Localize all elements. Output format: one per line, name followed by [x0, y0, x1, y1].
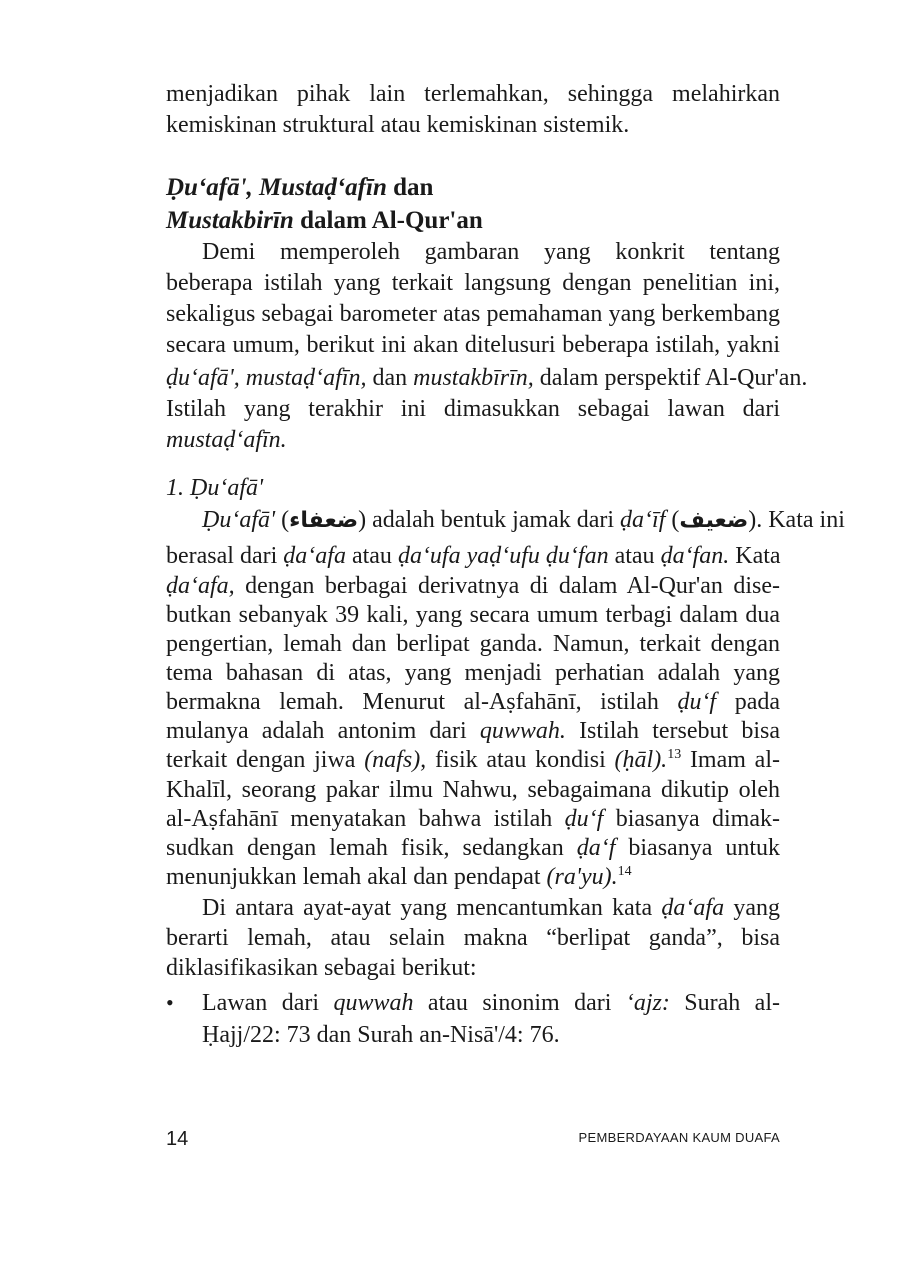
term: (ḥāl).: [614, 747, 668, 773]
bullet-item: [166, 988, 780, 1050]
text: atau sinonim dari: [413, 990, 626, 1016]
text: bermakna lemah. Menurut al-Aṣfahānī, istilah: [166, 689, 678, 715]
text: Surah al-: [669, 990, 780, 1016]
para3-line-2: berarti lemah, atau selain makna “berlipat ganda”, bisa: [166, 925, 780, 951]
para1-line-4: secara umum, berikut ini akan ditelusuri beberapa istilah, yakni: [166, 332, 780, 358]
text: al-Aṣfahānī menyatakan bahwa istilah: [166, 806, 565, 832]
term: ḍu‘f: [677, 689, 717, 715]
text: dan: [366, 365, 414, 391]
heading-text: dalam Al-Qur'an: [293, 207, 483, 234]
section-heading-line-2: [166, 206, 483, 236]
para1-line-7: [166, 425, 780, 455]
text: pada: [716, 689, 780, 715]
footnote-ref-14[interactable]: 14: [617, 864, 632, 879]
text: (: [275, 507, 290, 533]
text: Lawan dari: [202, 990, 334, 1016]
para2-line-7: [166, 687, 780, 717]
term: mustakbīrīn,: [413, 365, 534, 391]
term: quwwah: [333, 990, 414, 1016]
heading-italic-terms: Ḍu‘afā', Mustaḍ‘afīn: [166, 174, 387, 201]
heading-italic-term: Mustakbirīn: [166, 207, 294, 234]
text: Di antara ayat-ayat yang mencantumkan kata: [202, 895, 662, 921]
text: yang: [724, 895, 780, 921]
term: ḍa‘fan.: [660, 543, 730, 569]
term: (ra'yu).: [546, 864, 618, 890]
subsection-heading: 1. Ḍu‘afā': [166, 475, 264, 501]
text: atau: [345, 543, 398, 569]
text: atau: [608, 543, 661, 569]
para1-line-3: sekaligus sebagai barometer atas pemahaman yang berkembang: [166, 301, 780, 327]
term: ḍa‘afa: [283, 543, 346, 569]
text: dalam perspektif Al-Qur'an.: [533, 365, 808, 391]
footnote-ref-13[interactable]: 13: [667, 747, 682, 762]
para2-line-9: [166, 745, 780, 775]
para1-line-5: [166, 363, 808, 393]
para2-line-1: [166, 505, 845, 536]
term: ‘ajz:: [625, 990, 670, 1016]
term: ḍu‘f: [564, 806, 604, 832]
para2-line-4: butkan sebanyak 39 kali, yang secara umum terbagi dalam dua: [166, 602, 780, 628]
para2-line-12: [166, 833, 780, 863]
text: menunjukkan lemah akal dan pendapat: [166, 864, 547, 890]
para2-line-2: [166, 541, 780, 571]
text: (: [665, 507, 680, 533]
para2-line-8: [166, 716, 780, 746]
text: terkait dengan jiwa: [166, 747, 365, 773]
text: ). Kata ini: [748, 507, 845, 533]
term: ḍa‘afa: [661, 895, 725, 921]
term: Ḍu‘afā': [202, 507, 276, 533]
para1-line-6: Istilah yang terakhir ini dimasukkan sebagai lawan dari: [166, 396, 780, 422]
intro-line-2: kemiskinan struktural atau kemiskinan sistemik.: [166, 112, 630, 138]
text: fisik atau kondisi: [426, 747, 615, 773]
bullet-dot: •: [166, 990, 174, 1015]
para2-line-11: [166, 804, 780, 834]
arabic-word: ضعيف: [679, 508, 749, 533]
text: Kata: [729, 543, 781, 569]
arabic-word: ضعفاء: [289, 508, 359, 533]
para1-line-2: beberapa istilah yang terkait langsung dengan penelitian ini,: [166, 270, 780, 296]
term: (nafs),: [364, 747, 427, 773]
para1-line-1: Demi memperoleh gambaran yang konkrit tentang: [202, 239, 780, 265]
term: ḍa‘īf: [620, 507, 666, 533]
term: ḍu‘afā', mustaḍ‘afīn,: [166, 365, 367, 391]
bullet-line-1: [202, 988, 780, 1018]
para2-line-6: tema bahasan di atas, yang menjadi perhatian adalah yang: [166, 660, 780, 686]
section-heading-line-1: [166, 173, 433, 203]
para3-line-1: [166, 893, 780, 923]
para2-line-5: pengertian, lemah dan berlipat ganda. Namun, terkait dengan: [166, 631, 780, 657]
term: ḍa‘afa,: [166, 573, 235, 599]
para2-line-3: [166, 571, 780, 601]
running-title: PEMBERDAYAAN KAUM DUAFA: [578, 1130, 780, 1145]
text: biasanya untuk: [615, 835, 780, 861]
para2-line-13: [166, 862, 780, 892]
term: quwwah.: [479, 718, 566, 744]
bullet-line-2: Ḥajj/22: 73 dan Surah an-Nisā'/4: 76.: [202, 1022, 560, 1048]
page-number: 14: [166, 1128, 189, 1150]
text: dengan berbagai derivatnya di dalam Al-Qur'an dise-: [234, 573, 780, 599]
text: Imam al-: [681, 747, 780, 773]
text: biasanya dimak-: [603, 806, 780, 832]
term: mustaḍ‘afīn.: [166, 427, 287, 453]
text: mulanya adalah antonim dari: [166, 718, 480, 744]
text: Istilah tersebut bisa: [565, 718, 781, 744]
intro-line-1: menjadikan pihak lain terlemahkan, sehingga melahirkan: [166, 81, 780, 107]
term: ḍa‘f: [576, 835, 616, 861]
term: ḍa‘ufa yaḍ‘ufu ḍu‘fan: [397, 543, 609, 569]
heading-text: dan: [386, 174, 434, 201]
text: ) adalah bentuk jamak dari: [358, 507, 621, 533]
text: sudkan dengan lemah fisik, sedangkan: [166, 835, 577, 861]
text: berasal dari: [166, 543, 284, 569]
para2-line-10: Khalīl, seorang pakar ilmu Nahwu, sebagaimana dikutip oleh: [166, 777, 780, 803]
para3-line-3: diklasifikasikan sebagai berikut:: [166, 955, 477, 981]
